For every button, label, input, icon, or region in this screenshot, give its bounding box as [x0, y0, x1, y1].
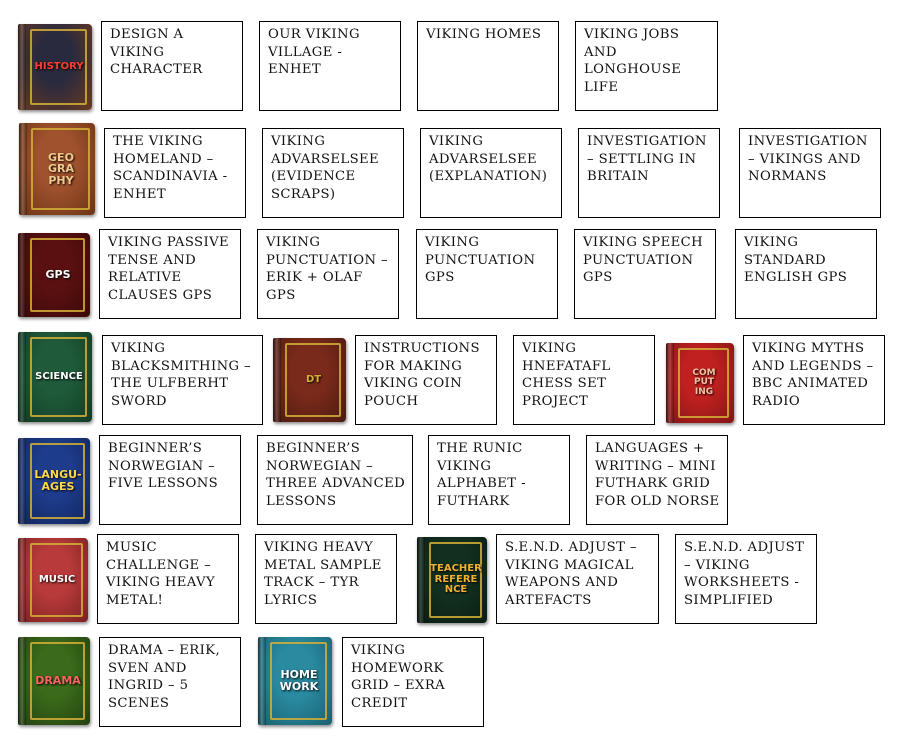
computing-book-icon: COM PUT ING — [692, 367, 716, 397]
book-spine — [666, 343, 674, 423]
homework-book[interactable] — [258, 637, 332, 725]
gps-book-icon: GPS — [45, 268, 71, 282]
dt-book-icon: DT — [305, 373, 322, 385]
homework-book-icon: HOME WORK — [279, 668, 319, 693]
card-hnefatafl[interactable]: VIKING HNEFATAFL CHESS SET PROJECT — [513, 335, 655, 425]
book-spine — [258, 637, 266, 725]
card-passive-tense-gps[interactable]: VIKING PASSIVE TENSE AND RELATIVE CLAUSES GPS — [99, 229, 241, 319]
card-send-weapons[interactable]: S.E.N.D. ADJUST – VIKING MAGICAL WEAPONS AND ARTEFACTS — [496, 534, 659, 624]
card-viking-jobs[interactable]: VIKING JOBS AND LONGHOUSE LIFE — [575, 21, 718, 111]
geography-book[interactable] — [19, 123, 95, 215]
card-homework-grid[interactable]: VIKING HOMEWORK GRID – EXRA CREDIT — [342, 637, 484, 727]
drama-book-icon: DRAMA — [35, 674, 81, 688]
drama-book[interactable] — [18, 637, 90, 725]
card-punctuation-erik-olaf[interactable]: VIKING PUNCTUATION – ERIK + OLAF GPS — [257, 229, 399, 319]
card-punctuation-gps[interactable]: VIKING PUNCTUATION GPS — [416, 229, 558, 319]
book-spine — [18, 233, 26, 317]
card-viking-homeland[interactable]: THE VIKING HOMELAND – SCANDINAVIA - ENHET — [104, 128, 246, 218]
card-our-viking-village[interactable]: OUR VIKING VILLAGE - ENHET — [259, 21, 401, 111]
book-spine — [19, 123, 27, 215]
languages-book-icon: LANGU- AGES — [34, 468, 82, 493]
card-speech-punctuation[interactable]: VIKING SPEECH PUNCTUATION GPS — [574, 229, 716, 319]
card-advarselsee-evidence[interactable]: VIKING ADVARSELSEE (EVIDENCE SCRAPS) — [262, 128, 404, 218]
science-book-icon: SCIENCE — [35, 370, 83, 382]
card-runic-alphabet[interactable]: THE RUNIC VIKING ALPHABET - FUTHARK — [428, 435, 570, 525]
gps-book[interactable] — [18, 233, 90, 317]
book-spine — [417, 537, 425, 623]
science-book[interactable] — [18, 332, 92, 422]
book-spine — [18, 637, 26, 725]
history-book-icon: HISTORY — [34, 60, 84, 72]
book-spine — [273, 338, 281, 422]
languages-book[interactable] — [18, 438, 90, 524]
card-blacksmithing[interactable]: VIKING BLACKSMITHING – THE ULFBERHT SWORD — [102, 335, 263, 425]
card-design-a-viking-character[interactable]: DESIGN A VIKING CHARACTER — [101, 21, 243, 111]
card-music-challenge[interactable]: MUSIC CHALLENGE – VIKING HEAVY METAL! — [97, 534, 239, 624]
teacher-reference-book[interactable] — [417, 537, 487, 623]
book-spine — [18, 332, 26, 422]
book-spine — [18, 538, 26, 622]
card-myths-legends[interactable]: VIKING MYTHS AND LEGENDS – BBC ANIMATED RADIO — [743, 335, 885, 425]
card-send-worksheets[interactable]: S.E.N.D. ADJUST – VIKING WORKSHEETS - SIMPLIFIED — [675, 534, 817, 624]
card-investigation-britain[interactable]: INVESTIGATION – SETTLING IN BRITAIN — [578, 128, 720, 218]
computing-book[interactable] — [666, 343, 734, 423]
card-coin-pouch[interactable]: INSTRUCTIONS FOR MAKING VIKING COIN POUCH — [355, 335, 497, 425]
geography-book-icon: GEO GRA PHY — [47, 150, 74, 187]
card-advarselsee-explanation[interactable]: VIKING ADVARSELSEE (EXPLANATION) — [420, 128, 562, 218]
music-book[interactable] — [18, 538, 88, 622]
card-viking-homes[interactable]: VIKING HOMES — [417, 21, 559, 111]
teacher-reference-book-icon: TEACHER REFERE NCE — [430, 563, 482, 596]
card-norwegian-three[interactable]: BEGINNER’S NORWEGIAN – THREE ADVANCED LESSONS — [257, 435, 413, 525]
card-futhark-grid[interactable]: LANGUAGES + WRITING – MINI FUTHARK GRID FOR OLD NORSE — [586, 435, 728, 525]
dt-book[interactable] — [273, 338, 346, 422]
card-norwegian-five[interactable]: BEGINNER’S NORWEGIAN – FIVE LESSONS — [99, 435, 241, 525]
book-spine — [18, 438, 26, 524]
history-book[interactable] — [18, 24, 92, 110]
card-drama-scenes[interactable]: DRAMA – ERIK, SVEN AND INGRID – 5 SCENES — [99, 637, 241, 727]
card-investigation-normans[interactable]: INVESTIGATION – VIKINGS AND NORMANS — [739, 128, 881, 218]
music-book-icon: MUSIC — [38, 573, 76, 585]
book-spine — [18, 24, 26, 110]
card-heavy-metal-track[interactable]: VIKING HEAVY METAL SAMPLE TRACK – TYR LYRICS — [255, 534, 397, 624]
card-standard-english[interactable]: VIKING STANDARD ENGLISH GPS — [735, 229, 877, 319]
